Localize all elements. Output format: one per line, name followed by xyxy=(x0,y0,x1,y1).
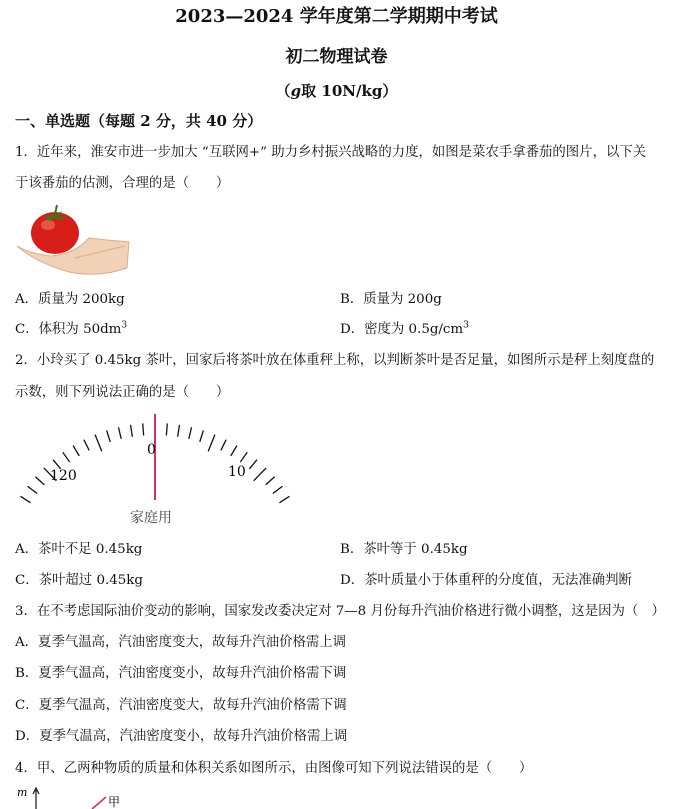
q1-option-a: A．质量为 200kg xyxy=(15,292,125,307)
scale-tick xyxy=(35,477,44,485)
graph-y-label: m xyxy=(17,786,28,799)
exam-title: 2023—2024 学年度第二学期期中考试 xyxy=(175,6,498,27)
gravity-note-text: 取 10N/kg xyxy=(301,82,383,100)
q3-option-a: A．夏季气温高，汽油密度变大，故每升汽油价格需上调 xyxy=(15,635,347,650)
scale-tick xyxy=(249,460,257,469)
graph-series-label: 甲 xyxy=(108,795,121,809)
section-heading: 一、单选题（每题 2 分，共 40 分） xyxy=(15,112,263,130)
scale-tick xyxy=(73,446,79,456)
q2-option-b: B．茶叶等于 0.45kg xyxy=(340,542,468,557)
scale-tick xyxy=(273,486,283,493)
scale-left-label: 120 xyxy=(50,468,77,484)
scale-tick xyxy=(279,496,289,503)
q1-line2: 于该番茄的估测，合理的是（ ） xyxy=(15,176,230,191)
q2-option-d: D．茶叶质量小于体重秤的分度值，无法准确判断 xyxy=(340,573,632,588)
q4-line1: 4．甲、乙两种物质的质量和体积关系如图所示，由图像可知下列说法错误的是（ ） xyxy=(15,761,533,776)
scale-tick xyxy=(28,486,38,493)
q2-line1: 2．小玲买了 0.45kg 茶叶，回家后将茶叶放在体重秤上称，以判断茶叶是否足量，如图所示是秤上刻度盘的 xyxy=(15,353,655,368)
scale-zero-label: 0 xyxy=(147,442,156,458)
scale-tick xyxy=(143,423,144,435)
scale-tick xyxy=(178,425,180,437)
scale-tick xyxy=(189,427,192,439)
scale-tick xyxy=(266,477,275,485)
graph-line-jia xyxy=(92,797,106,809)
q1-option-b: B．质量为 200g xyxy=(340,292,442,307)
exam-subtitle: 初二物理试卷 xyxy=(285,47,388,67)
q1-option-d: D．密度为 $0.5g/cm^3$ xyxy=(340,320,469,337)
scale-tick xyxy=(84,440,89,451)
q2-option-c: C．茶叶超过 0.45kg xyxy=(15,573,143,588)
scale-tick xyxy=(63,452,70,462)
scale-tick xyxy=(254,468,267,481)
q3-line1: 3．在不考虑国际油价变动的影响，国家发改委决定对 7—8 月份每升汽油价格进行微小调整，这是因为（ ） xyxy=(15,604,666,619)
mass-volume-graph xyxy=(14,786,134,809)
scale-tick xyxy=(221,440,226,451)
scale-tick xyxy=(240,452,247,462)
scale-tick xyxy=(107,430,111,441)
scale-tick xyxy=(200,430,204,441)
tomato-hand-image xyxy=(15,202,131,276)
scale-dial-figure xyxy=(10,408,300,532)
q3-option-c: C．夏季气温高，汽油密度变大，故每升汽油价格需下调 xyxy=(15,698,347,713)
g-symbol: g xyxy=(290,82,302,100)
q1-option-c: C．体积为 $50dm^3$ xyxy=(15,320,128,337)
scale-tick xyxy=(166,423,167,435)
q3-option-b: B．夏季气温高，汽油密度变小，故每升汽油价格需下调 xyxy=(15,666,347,681)
scale-caption: 家庭用 xyxy=(130,510,172,526)
scale-right-label: 10 xyxy=(228,464,246,480)
q3-option-d: D．夏季气温高，汽油密度变小，故每升汽油价格需上调 xyxy=(15,729,348,744)
scale-tick xyxy=(208,435,215,452)
scale-tick xyxy=(21,496,31,503)
scale-tick xyxy=(131,425,133,437)
scale-tick xyxy=(231,446,237,456)
scale-tick xyxy=(118,427,121,439)
q2-line2: 示数，则下列说法正确的是（ ） xyxy=(15,385,230,400)
q1-line1: 1．近年来，淮安市进一步加大 “互联网+” 助力乡村振兴战略的力度，如图是菜农手拿番茄的图片，以下关 xyxy=(15,145,647,160)
gravity-note: （g取 10N/kg） xyxy=(275,82,398,100)
scale-tick xyxy=(95,435,102,452)
q2-option-a: A．茶叶不足 0.45kg xyxy=(15,542,143,557)
